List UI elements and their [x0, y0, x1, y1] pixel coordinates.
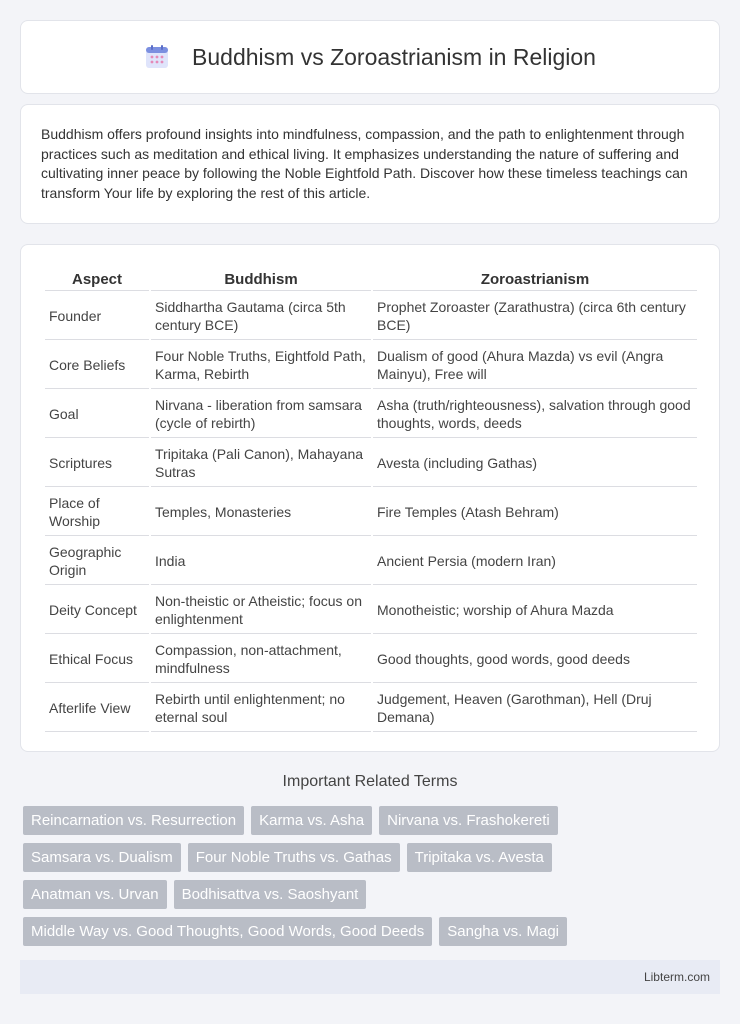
title-card — [20, 20, 720, 94]
footer — [20, 960, 720, 994]
cell-buddhism: Tripitaka (Pali Canon), Mahayana Sutras — [151, 440, 371, 487]
cell-aspect: Deity Concept — [45, 587, 149, 634]
comparison-card — [20, 244, 720, 752]
cell-zoroastrianism: Monotheistic; worship of Ahura Mazda — [373, 587, 697, 634]
cell-aspect: Ethical Focus — [45, 636, 149, 683]
table-row — [45, 391, 697, 438]
related-terms-title: Important Related Terms — [282, 773, 458, 790]
cell-buddhism: Rebirth until enlightenment; no eternal soul — [151, 685, 371, 732]
cell-buddhism: Non-theistic or Atheistic; focus on enlightenment — [151, 587, 371, 634]
cell-zoroastrianism: Judgement, Heaven (Garothman), Hell (Druj Demana) — [373, 685, 697, 732]
table-row — [45, 489, 697, 536]
cell-buddhism: Compassion, non-attachment, mindfulness — [151, 636, 371, 683]
cell-aspect: Geographic Origin — [45, 538, 149, 585]
cell-zoroastrianism: Ancient Persia (modern Iran) — [373, 538, 697, 585]
related-term-tag[interactable]: Tripitaka vs. Avesta — [407, 843, 552, 872]
cell-zoroastrianism: Avesta (including Gathas) — [373, 440, 697, 487]
cell-zoroastrianism: Dualism of good (Ahura Mazda) vs evil (Angra Mainyu), Free will — [373, 342, 697, 389]
related-term-tag[interactable]: Samsara vs. Dualism — [23, 843, 181, 872]
related-term-tag[interactable]: Middle Way vs. Good Thoughts, Good Words, Good Deeds — [23, 917, 432, 946]
cell-aspect: Founder — [45, 293, 149, 340]
table-row — [45, 293, 697, 340]
table-row — [45, 538, 697, 585]
related-term-tag[interactable]: Sangha vs. Magi — [439, 917, 567, 946]
related-term-tag[interactable]: Four Noble Truths vs. Gathas — [188, 843, 400, 872]
related-term-tag[interactable]: Nirvana vs. Frashokereti — [379, 806, 558, 835]
table-row — [45, 685, 697, 732]
related-terms-list — [23, 806, 723, 954]
comparison-table — [43, 265, 699, 734]
cell-aspect: Scriptures — [45, 440, 149, 487]
tag-row — [23, 880, 723, 910]
header-buddhism: Buddhism — [151, 267, 371, 291]
cell-zoroastrianism: Asha (truth/righteousness), salvation through good thoughts, words, deeds — [373, 391, 697, 438]
table-row — [45, 440, 697, 487]
cell-buddhism: Nirvana - liberation from samsara (cycle of rebirth) — [151, 391, 371, 438]
table-row — [45, 636, 697, 683]
cell-aspect: Place of Worship — [45, 489, 149, 536]
table-header-row — [45, 267, 697, 291]
header-zoroastrianism: Zoroastrianism — [373, 267, 697, 291]
calendar-icon — [144, 44, 170, 70]
cell-buddhism: Temples, Monasteries — [151, 489, 371, 536]
tag-row — [23, 806, 723, 836]
cell-buddhism: Siddhartha Gautama (circa 5th century BCE) — [151, 293, 371, 340]
page-title: Buddhism vs Zoroastrianism in Religion — [192, 43, 596, 70]
related-term-tag[interactable]: Reincarnation vs. Resurrection — [23, 806, 244, 835]
cell-zoroastrianism: Prophet Zoroaster (Zarathustra) (circa 6th century BCE) — [373, 293, 697, 340]
cell-buddhism: Four Noble Truths, Eightfold Path, Karma, Rebirth — [151, 342, 371, 389]
intro-paragraph: Buddhism offers profound insights into mindfulness, compassion, and the path to enlightenment through practices such as meditation and ethical living. It emphasizes understanding the nature of suffering and cultivating inner peace by following the Noble Eightfold Path. Discover how these timeless teachings can transform Your life by exploring the rest of this article. — [41, 126, 688, 201]
cell-aspect: Core Beliefs — [45, 342, 149, 389]
table-row — [45, 342, 697, 389]
cell-zoroastrianism: Fire Temples (Atash Behram) — [373, 489, 697, 536]
cell-aspect: Afterlife View — [45, 685, 149, 732]
related-term-tag[interactable]: Bodhisattva vs. Saoshyant — [174, 880, 367, 909]
footer-brand-link[interactable]: Libterm.com — [643, 970, 710, 984]
related-term-tag[interactable]: Anatman vs. Urvan — [23, 880, 167, 909]
table-row — [45, 587, 697, 634]
related-term-tag[interactable]: Karma vs. Asha — [251, 806, 372, 835]
cell-aspect: Goal — [45, 391, 149, 438]
cell-buddhism: India — [151, 538, 371, 585]
intro-card — [20, 104, 720, 224]
tag-row — [23, 843, 723, 873]
header-aspect: Aspect — [45, 267, 149, 291]
tag-row — [23, 917, 723, 947]
cell-zoroastrianism: Good thoughts, good words, good deeds — [373, 636, 697, 683]
